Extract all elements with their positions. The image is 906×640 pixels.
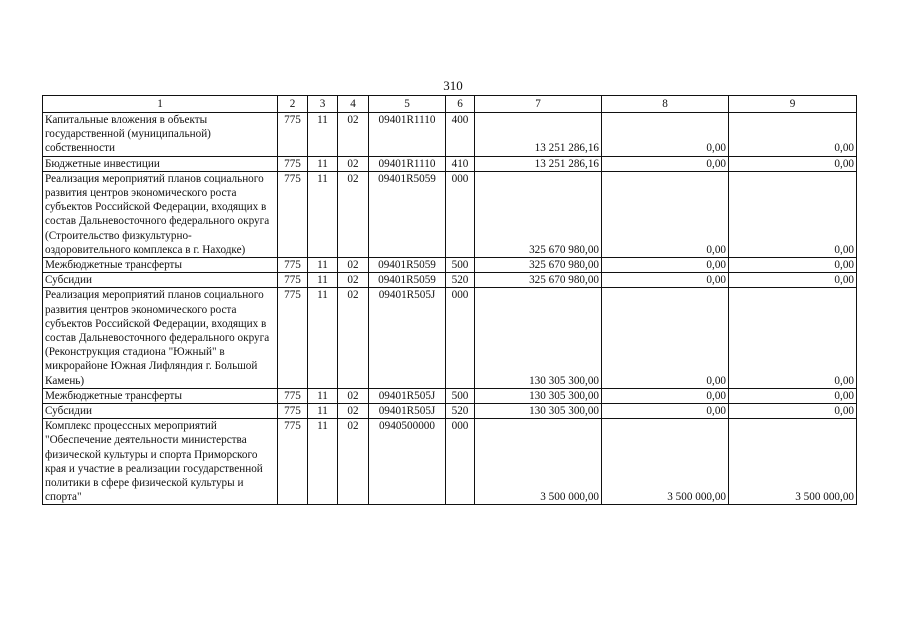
- code-cell: 09401R1110: [369, 156, 446, 171]
- table-row: [43, 404, 857, 419]
- code-cell: 775: [278, 171, 308, 257]
- code-cell: 000: [446, 419, 475, 505]
- code-cell: 775: [278, 258, 308, 273]
- code-cell: 11: [308, 171, 338, 257]
- code-cell: 02: [338, 404, 369, 419]
- code-cell: 09401R5059: [369, 258, 446, 273]
- amount-cell: 3 500 000,00: [729, 419, 857, 505]
- code-cell: 775: [278, 113, 308, 157]
- row-name: Капитальные вложения в объекты государственной (муниципальной) собственности: [43, 113, 278, 157]
- amount-cell: 0,00: [729, 288, 857, 388]
- code-cell: 11: [308, 156, 338, 171]
- code-cell: 000: [446, 288, 475, 388]
- table-row: [43, 273, 857, 288]
- table-row: [43, 113, 857, 157]
- code-cell: 09401R505J: [369, 288, 446, 388]
- amount-cell: 13 251 286,16: [475, 113, 602, 157]
- code-cell: 02: [338, 288, 369, 388]
- code-cell: 775: [278, 404, 308, 419]
- header-cell: 8: [602, 96, 729, 113]
- row-name: Бюджетные инвестиции: [43, 156, 278, 171]
- code-cell: 520: [446, 273, 475, 288]
- code-cell: 02: [338, 273, 369, 288]
- code-cell: 11: [308, 419, 338, 505]
- amount-cell: 3 500 000,00: [602, 419, 729, 505]
- code-cell: 410: [446, 156, 475, 171]
- table-row: [43, 171, 857, 257]
- table-row: [43, 156, 857, 171]
- code-cell: 0940500000: [369, 419, 446, 505]
- header-cell: 3: [308, 96, 338, 113]
- code-cell: 775: [278, 419, 308, 505]
- code-cell: 775: [278, 156, 308, 171]
- header-cell: 6: [446, 96, 475, 113]
- row-name: Межбюджетные трансферты: [43, 258, 278, 273]
- amount-cell: 0,00: [729, 171, 857, 257]
- amount-cell: 0,00: [602, 388, 729, 403]
- code-cell: 11: [308, 288, 338, 388]
- budget-table: [42, 95, 857, 505]
- table-row: [43, 258, 857, 273]
- code-cell: 11: [308, 388, 338, 403]
- amount-cell: 0,00: [729, 404, 857, 419]
- amount-cell: 0,00: [602, 258, 729, 273]
- amount-cell: 325 670 980,00: [475, 273, 602, 288]
- row-name: Комплекс процессных мероприятий "Обеспечение деятельности министерства физической культуры и спорта Приморского края и участие в реализации государственной политики в сфере физической культуры и спорта": [43, 419, 278, 505]
- code-cell: 02: [338, 388, 369, 403]
- amount-cell: 130 305 300,00: [475, 388, 602, 403]
- row-name: Межбюджетные трансферты: [43, 388, 278, 403]
- amount-cell: 325 670 980,00: [475, 258, 602, 273]
- page-number: 310: [443, 78, 463, 93]
- code-cell: 11: [308, 258, 338, 273]
- code-cell: 000: [446, 171, 475, 257]
- amount-cell: 0,00: [602, 171, 729, 257]
- amount-cell: 0,00: [729, 388, 857, 403]
- amount-cell: 0,00: [729, 258, 857, 273]
- header-cell: 7: [475, 96, 602, 113]
- code-cell: 520: [446, 404, 475, 419]
- header-cell: 2: [278, 96, 308, 113]
- code-cell: 02: [338, 113, 369, 157]
- amount-cell: 0,00: [729, 156, 857, 171]
- code-cell: 500: [446, 258, 475, 273]
- amount-cell: 13 251 286,16: [475, 156, 602, 171]
- table-header-row: [43, 96, 857, 113]
- header-cell: 1: [43, 96, 278, 113]
- code-cell: 775: [278, 288, 308, 388]
- row-name: Субсидии: [43, 404, 278, 419]
- code-cell: 02: [338, 419, 369, 505]
- table-row: [43, 388, 857, 403]
- code-cell: 400: [446, 113, 475, 157]
- row-name: Субсидии: [43, 273, 278, 288]
- code-cell: 09401R1110: [369, 113, 446, 157]
- amount-cell: 0,00: [602, 273, 729, 288]
- code-cell: 775: [278, 388, 308, 403]
- code-cell: 11: [308, 273, 338, 288]
- code-cell: 09401R505J: [369, 404, 446, 419]
- code-cell: 775: [278, 273, 308, 288]
- amount-cell: 0,00: [729, 113, 857, 157]
- code-cell: 11: [308, 113, 338, 157]
- code-cell: 09401R5059: [369, 273, 446, 288]
- amount-cell: 0,00: [602, 404, 729, 419]
- amount-cell: 130 305 300,00: [475, 404, 602, 419]
- code-cell: 02: [338, 171, 369, 257]
- amount-cell: 0,00: [602, 113, 729, 157]
- row-name: Реализация мероприятий планов социального развития центров экономического роста субъектов Российской Федерации, входящих в состав Дальневосточного федерального округа (Строительство физкультурно-оздоровительного комплекса в г. Находке): [43, 171, 278, 257]
- header-cell: 5: [369, 96, 446, 113]
- row-name: Реализация мероприятий планов социального развития центров экономического роста субъектов Российской Федерации, входящих в состав Дальневосточного федерального округа (Реконструкция стадиона "Южный" в микрорайоне Южная Лифляндия г. Большой Камень): [43, 288, 278, 388]
- amount-cell: 325 670 980,00: [475, 171, 602, 257]
- code-cell: 09401R505J: [369, 388, 446, 403]
- table-row: [43, 419, 857, 505]
- amount-cell: 0,00: [602, 156, 729, 171]
- header-cell: 9: [729, 96, 857, 113]
- code-cell: 09401R5059: [369, 171, 446, 257]
- amount-cell: 0,00: [729, 273, 857, 288]
- table-row: [43, 288, 857, 388]
- amount-cell: 3 500 000,00: [475, 419, 602, 505]
- header-cell: 4: [338, 96, 369, 113]
- amount-cell: 0,00: [602, 288, 729, 388]
- code-cell: 02: [338, 258, 369, 273]
- code-cell: 02: [338, 156, 369, 171]
- amount-cell: 130 305 300,00: [475, 288, 602, 388]
- code-cell: 500: [446, 388, 475, 403]
- code-cell: 11: [308, 404, 338, 419]
